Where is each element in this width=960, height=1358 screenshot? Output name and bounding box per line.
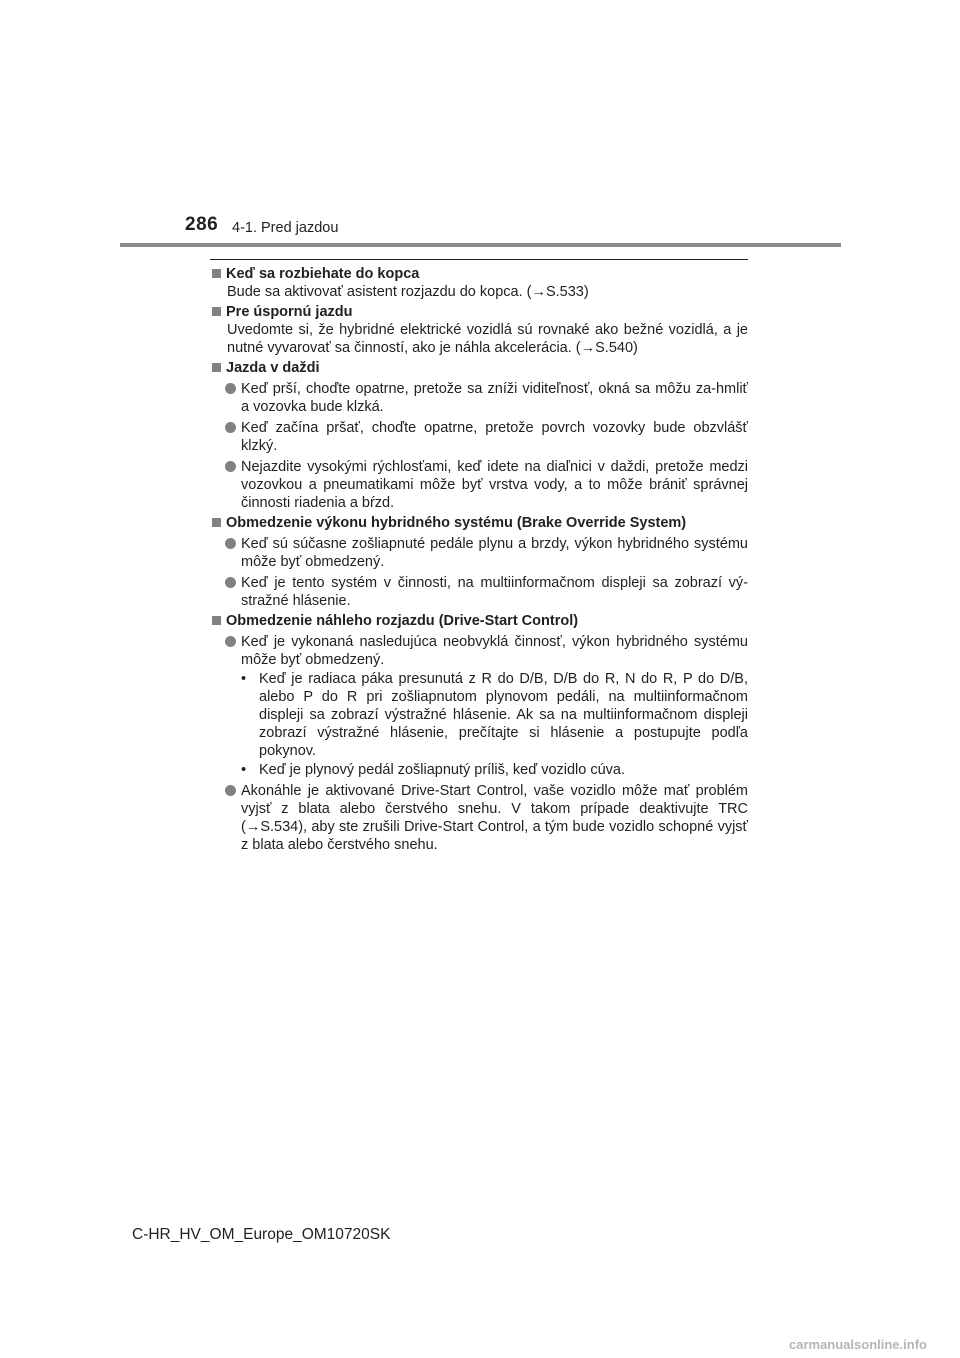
square-icon <box>212 269 221 278</box>
circle-icon <box>225 785 236 796</box>
bullet-item <box>210 633 748 669</box>
header-rule <box>120 243 841 247</box>
section-heading <box>210 303 748 321</box>
section-0 <box>210 265 748 301</box>
section-heading <box>210 514 748 532</box>
sub-bullet-text: Keď je plynový pedál zošliapnutý príliš, keď vozidlo cúva. <box>259 762 626 778</box>
content-body <box>210 265 748 854</box>
small-bullet-icon: • <box>241 671 247 687</box>
circle-icon <box>225 422 236 433</box>
section-heading-text: Obmedzenie výkonu hybridného systému (Brake Override System) <box>226 515 687 531</box>
section-2 <box>210 359 748 512</box>
bullet-item <box>210 380 748 416</box>
section-heading <box>210 359 748 377</box>
sub-bullet-item <box>210 670 748 760</box>
section-heading <box>210 265 748 283</box>
bullet-text: Keď začína pršať, choďte opatrne, pretože povrch vozovky bude obzvlášť klzký. <box>241 420 748 454</box>
square-icon <box>212 616 221 625</box>
section-heading-text: Keď sa rozbiehate do kopca <box>226 266 420 282</box>
section-heading <box>210 612 748 630</box>
circle-icon <box>225 461 236 472</box>
section-paragraph: Bude sa aktivovať asistent rozjazdu do kopca. (→S.533) <box>227 284 589 300</box>
section-heading-text: Jazda v daždi <box>226 360 320 376</box>
bullet-text: Nejazdite vysokými rýchlosťami, keď idete na diaľnici v daždi, pretože medzi vozovkou a pneumatikami môže byť vrstva vody, a to môže brániť správnej činnosti riadenia a bŕzd. <box>241 459 748 511</box>
section-title: 4-1. Pred jazdou <box>232 220 339 236</box>
circle-icon <box>225 383 236 394</box>
circle-icon <box>225 577 236 588</box>
section-heading-text: Obmedzenie náhleho rozjazdu (Drive-Start Control) <box>226 613 579 629</box>
page-number: 286 <box>185 214 219 235</box>
small-bullet-icon: • <box>241 762 247 778</box>
section-paragraph: Uvedomte si, že hybridné elektrické vozidlá sú rovnaké ako bežné vozidlá, a je nutné vyvarovať sa činností, ako je náhla akcelerácia. (→S.540) <box>227 322 748 356</box>
bullet-item <box>210 458 748 512</box>
section-1 <box>210 303 748 357</box>
bullet-text: Keď je vykonaná nasledujúca neobvyklá činnosť, výkon hybridného systému môže byť obmedzený. <box>241 634 748 668</box>
bullet-text: Keď sú súčasne zošliapnuté pedále plynu a brzdy, výkon hybridného systému môže byť obmedzený. <box>241 536 748 570</box>
watermark: carmanualsonline.info <box>789 1337 927 1352</box>
bullet-text: Akonáhle je aktivované Drive-Start Control, vaše vozidlo môže mať problém vyjsť z blata alebo čerstvého snehu. V takom prípade deaktivujte TRC (→S.534), aby ste zrušili Drive-Start Control, a tým bude vozidlo schopné vyjsť z blata alebo čerstvého snehu. <box>241 783 748 853</box>
document-id: C-HR_HV_OM_Europe_OM10720SK <box>132 1226 391 1243</box>
bullet-item <box>210 535 748 571</box>
bullet-text: Keď je tento systém v činnosti, na multiinformačnom displeji sa zobrazí vý-stražné hlásenie. <box>241 575 748 609</box>
bullet-item <box>210 419 748 455</box>
bullet-text: Keď prší, choďte opatrne, pretože sa zníži viditeľnosť, okná sa môžu za-hmliť a vozovka bude klzká. <box>241 381 748 415</box>
circle-icon <box>225 636 236 647</box>
circle-icon <box>225 538 236 549</box>
section-4 <box>210 612 748 854</box>
section-heading-text: Pre úspornú jazdu <box>226 304 353 320</box>
bullet-item <box>210 574 748 610</box>
section-3 <box>210 514 748 610</box>
sub-bullet-text: Keď je radiaca páka presunutá z R do D/B, D/B do R, N do R, P do D/B, alebo P do R pri zošliapnutom plynovom pedáli, na multiinformačnom displeji sa zobrazí výstražné hlásenie. Ak sa na multiinformačnom displeji zobrazí výstražné hlásenie, prečítajte si hlásenie a postupujte podľa pokynov. <box>259 671 748 759</box>
content-top-rule <box>210 259 748 260</box>
square-icon <box>212 307 221 316</box>
bullet-item <box>210 782 748 854</box>
square-icon <box>212 363 221 372</box>
sub-bullet-item <box>210 761 748 779</box>
square-icon <box>212 518 221 527</box>
